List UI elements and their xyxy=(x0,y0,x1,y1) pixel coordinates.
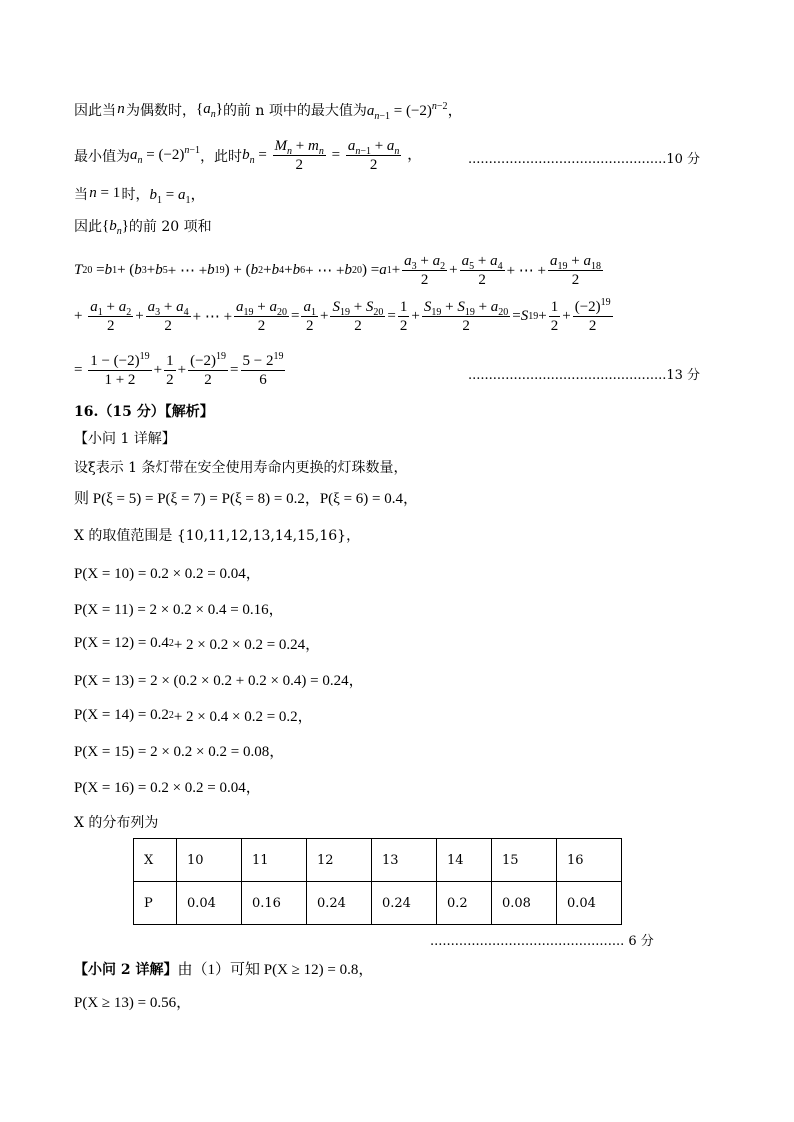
table-cell: 14 xyxy=(437,839,492,882)
line-max-value: 因此当 n 为偶数时， $\{a_n\}$ 的前 n 项中的最大值为 $a_{n-1} = (-2)^{n-2}$， xyxy=(74,101,463,122)
q16-p13: P(X = 13) = 2 × (0.2 × 0.2 + 0.2 × 0.4) = 0.24， xyxy=(74,673,364,689)
table-cell: 0.24 xyxy=(372,882,437,925)
q16-p11: P(X = 11) = 2 × 0.2 × 0.4 = 0.16， xyxy=(74,602,284,618)
table-row-x xyxy=(134,839,622,882)
q16-definition: 设ξ表示 1 条灯带在安全使用寿命内更换的灯珠数量， xyxy=(74,460,408,476)
formula-t20-line1: T 20 = b 1 + ( b 3 + b 5 + ⋯ + b 19 ) + ( b 2 + b 4 + b 6 + ⋯ + b 20 ) = a 1 + $\frac{a_3 + a_2}{2}$ + $\frac{a_5 + a_4}{2}$ + ⋯ + $\frac{a_{19} + a_{18}}{2}$ xyxy=(74,253,601,288)
table-cell: 11 xyxy=(242,839,307,882)
line-min-value: 最小值为 $a_n = (-2)^{n-1}$ ，此时 $b_n$ = $\frac{M_n + m_n}{2}$ = $\frac{a_{n-1} + a_n}{2}$ ， xyxy=(74,138,423,173)
q16-p14: P(X = 14) = 0.2 2 + 2 × 0.4 × 0.2 = 0.2， xyxy=(74,707,313,725)
text-l2b: ，此时 xyxy=(200,148,243,165)
q16-p12: P(X = 12) = 0.4 2 + 2 × 0.2 × 0.2 = 0.24， xyxy=(74,635,321,653)
table-cell: 16 xyxy=(557,839,622,882)
line-sum-intro: 因此 $\{b_n\}$ 的前 20 项和 xyxy=(74,217,212,237)
text-l2a: 最小值为 xyxy=(74,148,130,165)
text-l4a: 因此 xyxy=(74,219,102,235)
table-cell: 15 xyxy=(492,839,557,882)
q16-dist-title: X 的分布列为 xyxy=(74,815,159,831)
table-header-x: X xyxy=(134,839,177,882)
table-cell: 13 xyxy=(372,839,437,882)
table-cell: 0.16 xyxy=(242,882,307,925)
score-6: ............................................... 6 分 xyxy=(430,934,654,949)
q16-sub2 xyxy=(74,958,373,979)
q16-p-ge13: P(X ≥ 13) = 0.56， xyxy=(74,995,192,1011)
table-cell: 10 xyxy=(177,839,242,882)
q16-p10: P(X = 10) = 0.2 × 0.2 = 0.04， xyxy=(74,566,261,582)
formula-t20-line3: = $\frac{1 - (-2)^{19}}{1 + 2}$ + $\frac{1}{2}$ + $\frac{(-2)^{19}}{2}$ = $\frac{5 - 2^{19}}{6}$ xyxy=(74,351,284,388)
q16-sub2-text: 由（1）可知 P(X ≥ 12) = 0.8， xyxy=(177,962,374,978)
text-l3a: 当 xyxy=(74,186,88,203)
text-l1a: 因此当 xyxy=(74,102,116,119)
q16-sub1-heading: 【小问 1 详解】 xyxy=(74,431,176,447)
text-l1c: 的前 n 项中的最大值为 xyxy=(222,102,367,119)
q16-p12-b: + 2 × 0.2 × 0.2 = 0.24， xyxy=(173,637,321,653)
line-n-equals-1: 当 n = 1 时， $b_1 = a_1$， xyxy=(74,185,206,206)
text-l1b: 为偶数时， xyxy=(126,102,197,119)
q16-sub2-heading: 【小问 2 详解】 xyxy=(74,961,178,978)
table-cell: 0.04 xyxy=(557,882,622,925)
q16-heading: 16.（15 分）【解析】 xyxy=(74,404,214,420)
q16-range: X 的取值范围是 {10,11,12,13,14,15,16}， xyxy=(74,528,361,544)
table-cell: 0.04 xyxy=(177,882,242,925)
text-l3b: 时， xyxy=(121,186,150,203)
q16-p12-a: P(X = 12) = 0.4 xyxy=(74,635,169,651)
distribution-table xyxy=(133,838,622,925)
table-cell: 0.2 xyxy=(437,882,492,925)
score-13: ................................................13 分 xyxy=(468,368,701,383)
formula-t20-line2: + $\frac{a_1 + a_2}{2}$ + $\frac{a_3 + a_4}{2}$ + ⋯ + $\frac{a_{19} + a_{20}}{2}$ = $\frac{a_1}{2}$ + $\frac{S_{19} + S_{20}}{2}$ = $\frac{1}{2}$ + $\frac{S_{19} + S_{19} + a_{20}}{2}$ = S 19 + $\frac{1}{2}$ + $\frac{(-2)^{19}}{2}$ xyxy=(74,297,611,334)
q16-p14-a: P(X = 14) = 0.2 xyxy=(74,707,169,723)
q16-p16: P(X = 16) = 0.2 × 0.2 = 0.04， xyxy=(74,780,261,796)
q16-p14-b: + 2 × 0.4 × 0.2 = 0.2， xyxy=(173,709,313,725)
q16-p15: P(X = 15) = 2 × 0.2 × 0.2 = 0.08， xyxy=(74,744,285,760)
table-cell: 0.08 xyxy=(492,882,557,925)
table-header-p: P xyxy=(134,882,177,925)
table-cell: 0.24 xyxy=(307,882,372,925)
q16-p-xi: 则 P(ξ = 5) = P(ξ = 7) = P(ξ = 8) = 0.2，P(ξ = 6) = 0.4， xyxy=(74,491,419,507)
table-row-p xyxy=(134,882,622,925)
text-l4b: 的前 20 项和 xyxy=(128,219,212,235)
table-cell: 12 xyxy=(307,839,372,882)
score-10: ................................................10 分 xyxy=(468,152,701,167)
